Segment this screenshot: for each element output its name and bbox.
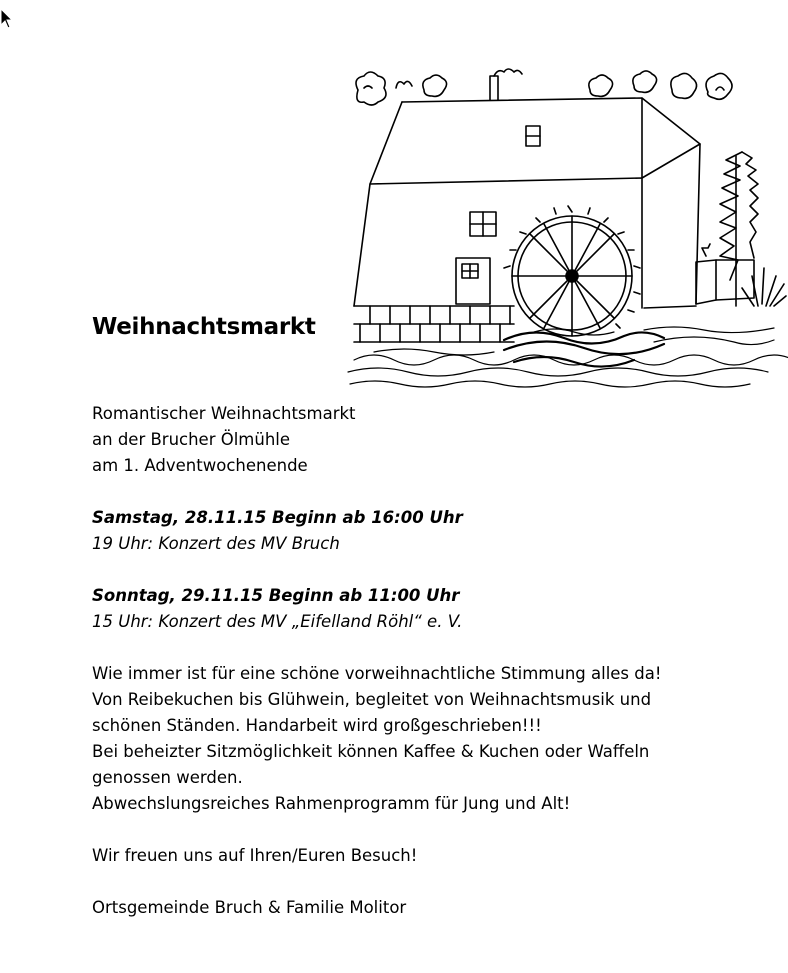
mouse-pointer-icon — [0, 8, 14, 30]
page-title: Weihnachtsmarkt — [92, 314, 316, 340]
description-line: Von Reibekuchen bis Glühwein, begleitet von Weihnachtsmusik und — [92, 690, 652, 709]
sunday-heading: Sonntag, 29.11.15 Beginn ab 11:00 Uhr — [92, 586, 460, 605]
closing-line: Wir freuen uns auf Ihren/Euren Besuch! — [92, 846, 418, 865]
description-line: genossen werden. — [92, 768, 243, 787]
description-line: Abwechslungsreiches Rahmenprogramm für Jung und Alt! — [92, 794, 571, 813]
description-line: Bei beheizter Sitzmöglichkeit können Kaffee & Kuchen oder Waffeln — [92, 742, 650, 761]
saturday-heading: Samstag, 28.11.15 Beginn ab 16:00 Uhr — [92, 508, 463, 527]
water-wheel-icon — [504, 206, 640, 336]
intro-line: Romantischer Weihnachtsmarkt — [92, 404, 356, 423]
sunday-detail: 15 Uhr: Konzert des MV „Eifelland Röhl“ e. V. — [92, 612, 463, 631]
oil-mill-drawing-icon — [344, 66, 788, 390]
cloud-icon — [356, 72, 386, 105]
fir-tree-icon — [720, 152, 758, 306]
description-line: schönen Ständen. Handarbeit wird großgeschrieben!!! — [92, 716, 542, 735]
intro-line: am 1. Adventwochenende — [92, 456, 308, 475]
saturday-detail: 19 Uhr: Konzert des MV Bruch — [92, 534, 340, 553]
description-line: Wie immer ist für eine schöne vorweihnachtliche Stimmung alles da! — [92, 664, 662, 683]
signature: Ortsgemeinde Bruch & Familie Molitor — [92, 898, 407, 917]
intro-line: an der Brucher Ölmühle — [92, 430, 291, 449]
